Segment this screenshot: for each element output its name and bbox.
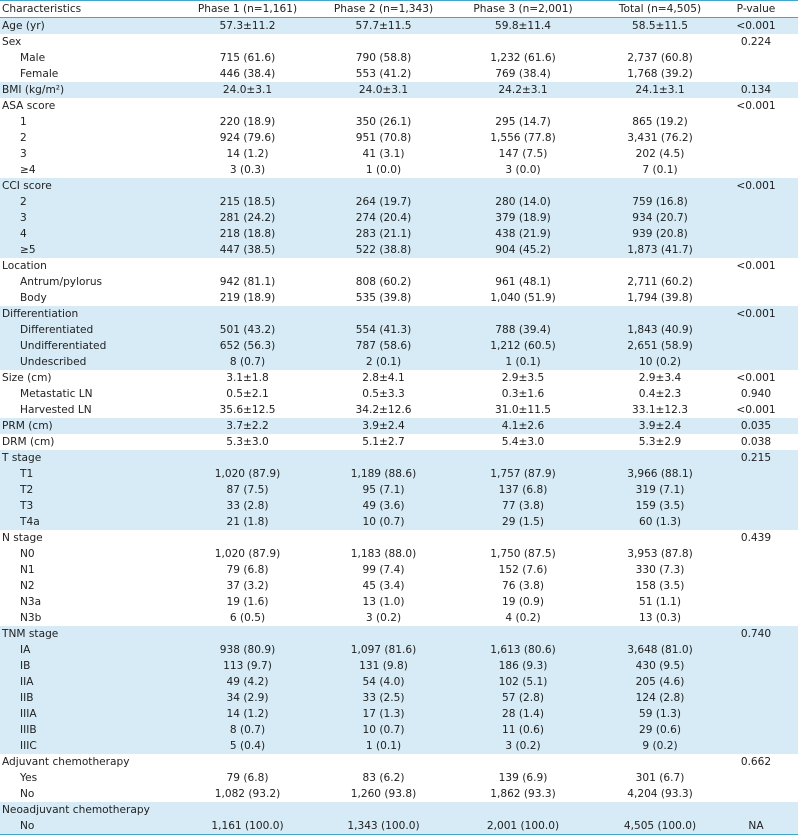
row-label: IIB xyxy=(20,692,34,704)
phase-3-value: 379 (18.9) xyxy=(495,212,551,224)
phase-2-value: 951 (70.8) xyxy=(355,132,412,144)
row-label: 3 xyxy=(20,212,27,224)
table-row xyxy=(0,674,798,690)
table-row xyxy=(0,466,798,482)
phase-3-value: 76 (3.8) xyxy=(502,580,544,592)
row-label: N3a xyxy=(20,596,42,608)
row-label: Sex xyxy=(2,36,22,48)
table-row xyxy=(0,82,798,98)
table-row xyxy=(0,434,798,450)
row-label: ≥4 xyxy=(20,164,36,176)
table-row xyxy=(0,386,798,402)
phase-2-value: 1,343 (100.0) xyxy=(347,820,420,832)
table-row xyxy=(0,306,798,322)
header-phase-1: Phase 1 (n=1,161) xyxy=(197,3,298,15)
table-row xyxy=(0,818,798,835)
phase-3-value: 769 (38.4) xyxy=(495,68,551,80)
phase-2-value: 274 (20.4) xyxy=(355,212,412,224)
phase-2-value: 49 (3.6) xyxy=(362,500,405,512)
phase-2-value: 99 (7.4) xyxy=(362,564,405,576)
p-value: 0.940 xyxy=(740,388,772,400)
total-value: 158 (3.5) xyxy=(635,580,685,592)
phase-3-value: 139 (6.9) xyxy=(498,772,548,784)
phase-1-value: 3.7±2.2 xyxy=(226,420,269,432)
row-label: IIIB xyxy=(20,724,37,736)
phase-1-value: 446 (38.4) xyxy=(219,68,276,80)
total-value: 7 (0.1) xyxy=(642,164,678,176)
table-row xyxy=(0,706,798,722)
total-value: 59 (1.3) xyxy=(639,708,681,720)
total-value: 301 (6.7) xyxy=(635,772,685,784)
row-label: N3b xyxy=(20,612,42,624)
table-row xyxy=(0,578,798,594)
table-row xyxy=(0,242,798,258)
total-value: 3,953 (87.8) xyxy=(627,548,693,560)
phase-2-value: 83 (6.2) xyxy=(362,772,405,784)
phase-3-value: 152 (7.6) xyxy=(498,564,548,576)
row-label: DRM (cm) xyxy=(2,436,55,448)
total-value: 865 (19.2) xyxy=(632,116,688,128)
phase-3-value: 961 (48.1) xyxy=(495,276,551,288)
phase-3-value: 0.3±1.6 xyxy=(501,388,545,400)
phase-2-value: 808 (60.2) xyxy=(355,276,412,288)
row-label: T2 xyxy=(20,484,34,496)
row-label: IIIA xyxy=(20,708,37,720)
total-value: 3,431 (76.2) xyxy=(627,132,693,144)
phase-1-value: 34 (2.9) xyxy=(226,692,269,704)
p-value: 0.439 xyxy=(740,532,772,544)
header-phase-3: Phase 3 (n=2,001) xyxy=(473,3,573,15)
phase-2-value: 41 (3.1) xyxy=(362,148,405,160)
header-phase-2: Phase 2 (n=1,343) xyxy=(333,3,434,15)
header-p-value: P-value xyxy=(736,3,776,15)
row-label: TNM stage xyxy=(2,628,59,640)
table-row xyxy=(0,18,798,34)
row-label: BMI (kg/m²) xyxy=(2,84,65,96)
table-row xyxy=(0,130,798,146)
row-label: N stage xyxy=(2,532,43,544)
phase-1-value: 87 (7.5) xyxy=(226,484,269,496)
phase-1-value: 215 (18.5) xyxy=(219,196,276,208)
p-value: <0.001 xyxy=(736,308,776,320)
phase-3-value: 102 (5.1) xyxy=(498,676,548,688)
table-row xyxy=(0,690,798,706)
table-row xyxy=(0,786,798,802)
total-value: 58.5±11.5 xyxy=(631,20,689,32)
row-label: IA xyxy=(20,644,31,656)
total-value: 10 (0.2) xyxy=(639,356,681,368)
table-row xyxy=(0,274,798,290)
phase-1-value: 281 (24.2) xyxy=(219,212,276,224)
phase-3-value: 1 (0.1) xyxy=(505,356,541,368)
table-body xyxy=(0,18,798,835)
phase-3-value: 1,040 (51.9) xyxy=(490,292,556,304)
total-value: 330 (7.3) xyxy=(635,564,685,576)
table-row xyxy=(0,562,798,578)
phase-2-value: 10 (0.7) xyxy=(362,724,405,736)
table-row xyxy=(0,338,798,354)
table-row xyxy=(0,98,798,114)
row-label: ≥5 xyxy=(20,244,36,256)
row-label: Differentiated xyxy=(20,324,94,336)
table-row xyxy=(0,642,798,658)
table-row xyxy=(0,546,798,562)
row-label: T4a xyxy=(20,516,40,528)
phase-2-value: 45 (3.4) xyxy=(362,580,405,592)
row-label: Antrum/pylorus xyxy=(20,276,103,288)
total-value: 1,843 (40.9) xyxy=(627,324,693,336)
phase-3-value: 186 (9.3) xyxy=(498,660,548,672)
p-value: <0.001 xyxy=(736,260,776,272)
table-row xyxy=(0,66,798,82)
p-value: <0.001 xyxy=(736,372,776,384)
phase-2-value: 54 (4.0) xyxy=(362,676,405,688)
phase-1-value: 14 (1.2) xyxy=(226,708,269,720)
phase-3-value: 31.0±11.5 xyxy=(494,404,552,416)
phase-3-value: 295 (14.7) xyxy=(495,116,551,128)
row-label: Neoadjuvant chemotherapy xyxy=(2,804,150,816)
phase-1-value: 57.3±11.2 xyxy=(219,20,276,32)
table-row xyxy=(0,626,798,642)
phase-3-value: 77 (3.8) xyxy=(502,500,544,512)
phase-2-value: 283 (21.1) xyxy=(355,228,412,240)
phase-1-value: 501 (43.2) xyxy=(219,324,276,336)
row-label: N0 xyxy=(20,548,35,560)
phase-1-value: 447 (38.5) xyxy=(219,244,276,256)
phase-1-value: 715 (61.6) xyxy=(219,52,276,64)
row-label: 2 xyxy=(20,196,27,208)
phase-2-value: 1,097 (81.6) xyxy=(350,644,417,656)
phase-3-value: 3 (0.2) xyxy=(505,740,541,752)
phase-2-value: 264 (19.7) xyxy=(355,196,412,208)
phase-1-value: 49 (4.2) xyxy=(226,676,269,688)
table-row xyxy=(0,146,798,162)
total-value: 2.9±3.4 xyxy=(638,372,682,384)
row-label: Harvested LN xyxy=(20,404,92,416)
phase-1-value: 1,020 (87.9) xyxy=(214,468,281,480)
total-value: 13 (0.3) xyxy=(639,612,681,624)
phase-1-value: 6 (0.5) xyxy=(229,612,266,624)
total-value: 934 (20.7) xyxy=(632,212,688,224)
row-label: 2 xyxy=(20,132,27,144)
phase-3-value: 1,232 (61.6) xyxy=(490,52,556,64)
p-value: 0.038 xyxy=(740,436,772,448)
phase-3-value: 280 (14.0) xyxy=(495,196,551,208)
phase-1-value: 35.6±12.5 xyxy=(219,404,276,416)
row-label: Metastatic LN xyxy=(20,388,93,400)
p-value: 0.224 xyxy=(740,36,772,48)
phase-2-value: 0.5±3.3 xyxy=(362,388,405,400)
total-value: 759 (16.8) xyxy=(632,196,688,208)
total-value: 51 (1.1) xyxy=(639,596,681,608)
total-value: 2,651 (58.9) xyxy=(627,340,693,352)
phase-2-value: 554 (41.3) xyxy=(355,324,412,336)
row-label: T1 xyxy=(20,468,34,480)
phase-3-value: 147 (7.5) xyxy=(498,148,548,160)
phase-3-value: 904 (45.2) xyxy=(495,244,551,256)
table-row xyxy=(0,290,798,306)
total-value: 2,737 (60.8) xyxy=(627,52,693,64)
p-value: <0.001 xyxy=(736,100,776,112)
table-row xyxy=(0,658,798,674)
phase-2-value: 10 (0.7) xyxy=(362,516,405,528)
p-value: 0.035 xyxy=(740,420,772,432)
phase-2-value: 1 (0.0) xyxy=(365,164,402,176)
row-label: N2 xyxy=(20,580,35,592)
phase-2-value: 1 (0.1) xyxy=(365,740,402,752)
row-label: 3 xyxy=(20,148,27,160)
phase-2-value: 790 (58.8) xyxy=(355,52,412,64)
phase-2-value: 57.7±11.5 xyxy=(355,20,412,32)
row-label: Yes xyxy=(20,772,38,784)
phase-1-value: 24.0±3.1 xyxy=(222,84,273,96)
phase-1-value: 33 (2.8) xyxy=(226,500,269,512)
row-label: T stage xyxy=(2,452,42,464)
p-value: 0.740 xyxy=(740,628,772,640)
phase-2-value: 1,183 (88.0) xyxy=(350,548,417,560)
phase-2-value: 13 (1.0) xyxy=(362,596,405,608)
table-row xyxy=(0,594,798,610)
phase-1-value: 220 (18.9) xyxy=(219,116,276,128)
phase-1-value: 37 (3.2) xyxy=(226,580,269,592)
phase-2-value: 34.2±12.6 xyxy=(355,404,412,416)
total-value: 4,204 (93.3) xyxy=(627,788,693,800)
phase-1-value: 8 (0.7) xyxy=(229,724,266,736)
row-label: CCI score xyxy=(2,180,52,192)
phase-1-value: 79 (6.8) xyxy=(226,564,269,576)
phase-3-value: 3 (0.0) xyxy=(505,164,541,176)
phase-1-value: 218 (18.8) xyxy=(219,228,276,240)
row-label: Female xyxy=(20,68,59,80)
phase-3-value: 28 (1.4) xyxy=(502,708,544,720)
total-value: 202 (4.5) xyxy=(635,148,685,160)
phase-3-value: 57 (2.8) xyxy=(502,692,544,704)
table-row xyxy=(0,802,798,818)
phase-2-value: 1,260 (93.8) xyxy=(350,788,417,800)
table-row xyxy=(0,34,798,50)
phase-1-value: 79 (6.8) xyxy=(226,772,269,784)
table-row xyxy=(0,178,798,194)
phase-2-value: 350 (26.1) xyxy=(355,116,412,128)
phase-2-value: 787 (58.6) xyxy=(355,340,412,352)
total-value: 205 (4.6) xyxy=(635,676,685,688)
phase-2-value: 2 (0.1) xyxy=(365,356,402,368)
row-label: No xyxy=(20,820,35,832)
phase-1-value: 942 (81.1) xyxy=(219,276,276,288)
phase-1-value: 3 (0.3) xyxy=(229,164,266,176)
phase-3-value: 4 (0.2) xyxy=(505,612,541,624)
phase-2-value: 553 (41.2) xyxy=(355,68,412,80)
phase-2-value: 3 (0.2) xyxy=(365,612,402,624)
total-value: 430 (9.5) xyxy=(635,660,685,672)
phase-3-value: 137 (6.8) xyxy=(498,484,548,496)
phase-3-value: 438 (21.9) xyxy=(495,228,551,240)
row-label: Male xyxy=(20,52,46,64)
phase-3-value: 1,556 (77.8) xyxy=(490,132,556,144)
row-label: IIIC xyxy=(20,740,37,752)
phase-3-value: 59.8±11.4 xyxy=(494,20,552,32)
row-label: Location xyxy=(2,260,47,272)
phase-2-value: 24.0±3.1 xyxy=(358,84,409,96)
phase-2-value: 5.1±2.7 xyxy=(362,436,405,448)
p-value: 0.134 xyxy=(740,84,772,96)
phase-3-value: 4.1±2.6 xyxy=(501,420,545,432)
table-row xyxy=(0,530,798,546)
total-value: 1,768 (39.2) xyxy=(627,68,693,80)
table-row xyxy=(0,770,798,786)
table-row xyxy=(0,322,798,338)
table-header-row xyxy=(0,1,798,18)
phase-1-value: 924 (79.6) xyxy=(219,132,276,144)
phase-1-value: 1,082 (93.2) xyxy=(214,788,281,800)
row-label: T3 xyxy=(20,500,34,512)
phase-1-value: 8 (0.7) xyxy=(229,356,266,368)
phase-2-value: 522 (38.8) xyxy=(355,244,412,256)
total-value: 3.9±2.4 xyxy=(638,420,682,432)
phase-3-value: 2.9±3.5 xyxy=(501,372,545,384)
phase-1-value: 5.3±3.0 xyxy=(226,436,269,448)
row-label: IB xyxy=(20,660,31,672)
total-value: 3,966 (88.1) xyxy=(627,468,693,480)
phase-1-value: 1,020 (87.9) xyxy=(214,548,281,560)
phase-3-value: 24.2±3.1 xyxy=(498,84,548,96)
total-value: 939 (20.8) xyxy=(632,228,688,240)
phase-1-value: 1,161 (100.0) xyxy=(211,820,284,832)
row-label: No xyxy=(20,788,35,800)
table-row xyxy=(0,354,798,370)
total-value: 2,711 (60.2) xyxy=(627,276,693,288)
table-row xyxy=(0,114,798,130)
phase-3-value: 1,750 (87.5) xyxy=(490,548,556,560)
table-row xyxy=(0,722,798,738)
table-row xyxy=(0,450,798,466)
phase-2-value: 95 (7.1) xyxy=(362,484,405,496)
phase-2-value: 17 (1.3) xyxy=(362,708,405,720)
p-value: <0.001 xyxy=(736,404,776,416)
table-row xyxy=(0,370,798,386)
table-row xyxy=(0,162,798,178)
row-label: IIA xyxy=(20,676,34,688)
total-value: 24.1±3.1 xyxy=(635,84,685,96)
table-row xyxy=(0,226,798,242)
p-value: 0.662 xyxy=(740,756,772,768)
total-value: 0.4±2.3 xyxy=(638,388,682,400)
table-row xyxy=(0,418,798,434)
phase-1-value: 113 (9.7) xyxy=(223,660,272,672)
phase-3-value: 1,757 (87.9) xyxy=(490,468,556,480)
phase-2-value: 535 (39.8) xyxy=(355,292,412,304)
table-row xyxy=(0,754,798,770)
table-row xyxy=(0,738,798,754)
p-value: <0.001 xyxy=(736,20,776,32)
row-label: PRM (cm) xyxy=(2,420,53,432)
phase-3-value: 2,001 (100.0) xyxy=(486,820,560,832)
row-label: ASA score xyxy=(2,100,56,112)
row-label: 4 xyxy=(20,228,27,240)
total-value: 1,794 (39.8) xyxy=(627,292,693,304)
p-value: NA xyxy=(748,820,764,832)
p-value: 0.215 xyxy=(740,452,772,464)
phase-3-value: 11 (0.6) xyxy=(502,724,544,736)
table-row xyxy=(0,210,798,226)
table-row xyxy=(0,194,798,210)
total-value: 1,873 (41.7) xyxy=(627,244,693,256)
phase-3-value: 1,862 (93.3) xyxy=(490,788,556,800)
phase-3-value: 19 (0.9) xyxy=(502,596,544,608)
total-value: 60 (1.3) xyxy=(639,516,681,528)
table-row xyxy=(0,498,798,514)
phase-1-value: 3.1±1.8 xyxy=(226,372,269,384)
total-value: 159 (3.5) xyxy=(635,500,685,512)
phase-3-value: 29 (1.5) xyxy=(502,516,544,528)
header-characteristics: Characteristics xyxy=(2,3,82,15)
phase-1-value: 652 (56.3) xyxy=(219,340,276,352)
phase-2-value: 3.9±2.4 xyxy=(362,420,405,432)
row-label: Differentiation xyxy=(2,308,79,320)
phase-1-value: 219 (18.9) xyxy=(219,292,276,304)
total-value: 4,505 (100.0) xyxy=(623,820,697,832)
p-value: <0.001 xyxy=(736,180,776,192)
row-label: Size (cm) xyxy=(2,372,52,384)
phase-1-value: 14 (1.2) xyxy=(226,148,269,160)
phase-1-value: 938 (80.9) xyxy=(219,644,276,656)
row-label: 1 xyxy=(20,116,27,128)
phase-3-value: 788 (39.4) xyxy=(495,324,551,336)
header-total: Total (n=4,505) xyxy=(618,3,702,15)
row-label: Undescribed xyxy=(20,356,87,368)
phase-2-value: 2.8±4.1 xyxy=(362,372,405,384)
phase-1-value: 19 (1.6) xyxy=(226,596,269,608)
phase-1-value: 0.5±2.1 xyxy=(226,388,269,400)
phase-3-value: 1,613 (80.6) xyxy=(490,644,556,656)
phase-2-value: 1,189 (88.6) xyxy=(350,468,417,480)
row-label: Age (yr) xyxy=(2,20,45,32)
table-row xyxy=(0,258,798,274)
table-row xyxy=(0,402,798,418)
phase-2-value: 33 (2.5) xyxy=(362,692,405,704)
total-value: 124 (2.8) xyxy=(635,692,685,704)
row-label: Undifferentiated xyxy=(20,340,107,352)
table-row xyxy=(0,610,798,626)
total-value: 3,648 (81.0) xyxy=(627,644,693,656)
phase-3-value: 5.4±3.0 xyxy=(501,436,545,448)
phase-3-value: 1,212 (60.5) xyxy=(490,340,556,352)
total-value: 319 (7.1) xyxy=(635,484,685,496)
phase-2-value: 131 (9.8) xyxy=(359,660,408,672)
phase-1-value: 5 (0.4) xyxy=(229,740,266,752)
table-row xyxy=(0,482,798,498)
total-value: 9 (0.2) xyxy=(642,740,678,752)
table-row xyxy=(0,50,798,66)
row-label: Adjuvant chemotherapy xyxy=(2,756,130,768)
phase-1-value: 21 (1.8) xyxy=(226,516,269,528)
total-value: 33.1±12.3 xyxy=(631,404,689,416)
row-label: Body xyxy=(20,292,47,304)
total-value: 5.3±2.9 xyxy=(638,436,682,448)
table-row xyxy=(0,514,798,530)
total-value: 29 (0.6) xyxy=(639,724,681,736)
row-label: N1 xyxy=(20,564,35,576)
